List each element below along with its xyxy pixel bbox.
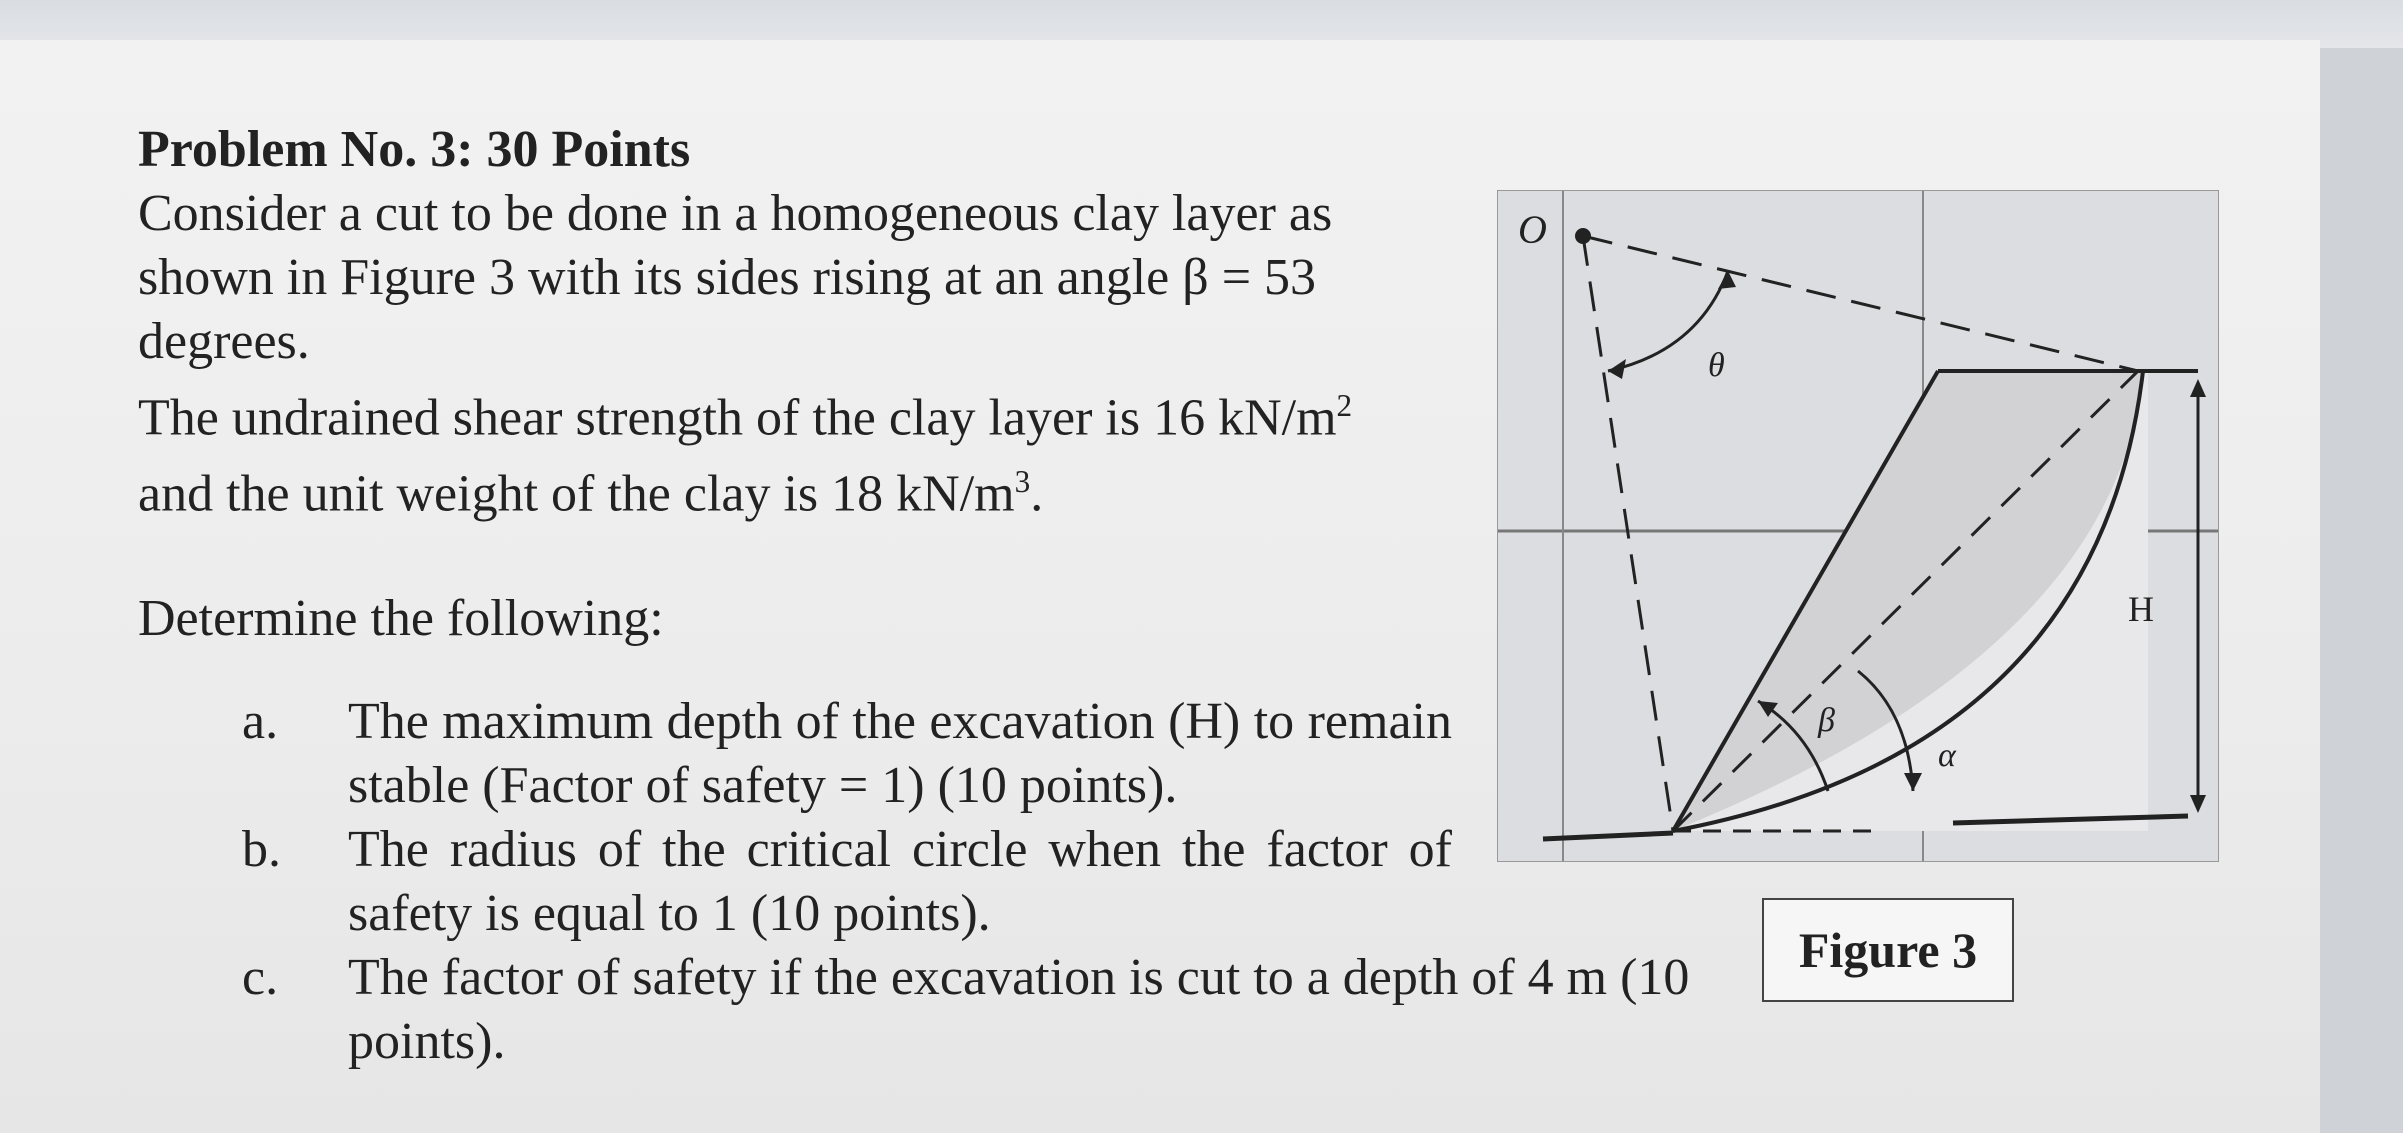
question-label: a. <box>242 693 279 750</box>
question-c <box>242 946 1742 1074</box>
slope-diagram <box>1498 191 2218 861</box>
question-a <box>242 690 1452 818</box>
determine-heading: Determine the following: <box>138 589 664 647</box>
problem-statement-2 <box>138 374 1378 527</box>
arrowhead-icon <box>2190 379 2206 397</box>
radius-dashed-bottom <box>1583 236 1673 831</box>
arrowhead-icon <box>2190 795 2206 813</box>
sup-3: 3 <box>1014 464 1031 500</box>
circle-center-point <box>1575 228 1591 244</box>
problem-title: Problem No. 3: 30 Points <box>138 121 691 178</box>
question-list <box>242 690 1690 1074</box>
question-text: The radius of the critical circle when the factor of safety is equal to 1 (10 points). <box>348 821 1452 942</box>
label-alpha: α <box>1938 737 1956 774</box>
radius-dashed-top <box>1583 236 2138 371</box>
question-b <box>242 818 1452 946</box>
problem-statement-1: Consider a cut to be done in a homogeneous clay layer as shown in Figure 3 with its sides rising at an angle β = 53 degrees. <box>138 185 1333 370</box>
problem-text <box>138 118 1478 651</box>
statement-2c: . <box>1030 465 1044 523</box>
label-h: H <box>2128 589 2154 629</box>
label-o: O <box>1518 207 1547 252</box>
statement-2a: The undrained shear strength of the clay layer is 16 kN/m <box>138 389 1337 447</box>
statement-2b: and the unit weight of the clay is 18 kN/m <box>138 465 1015 523</box>
label-theta: θ <box>1708 347 1725 384</box>
label-beta: β <box>1818 702 1835 739</box>
figure-3-diagram <box>1497 190 2219 862</box>
question-label: c. <box>242 949 279 1006</box>
question-text: The maximum depth of the excavation (H) to remain stable (Factor of safety = 1) (10 points). <box>348 693 1452 814</box>
figure-caption: Figure 3 <box>1762 898 2014 1002</box>
question-text: The factor of safety if the excavation is cut to a depth of 4 m (10 points). <box>348 949 1690 1070</box>
question-label: b. <box>242 821 281 878</box>
sup-2: 2 <box>1336 388 1353 423</box>
